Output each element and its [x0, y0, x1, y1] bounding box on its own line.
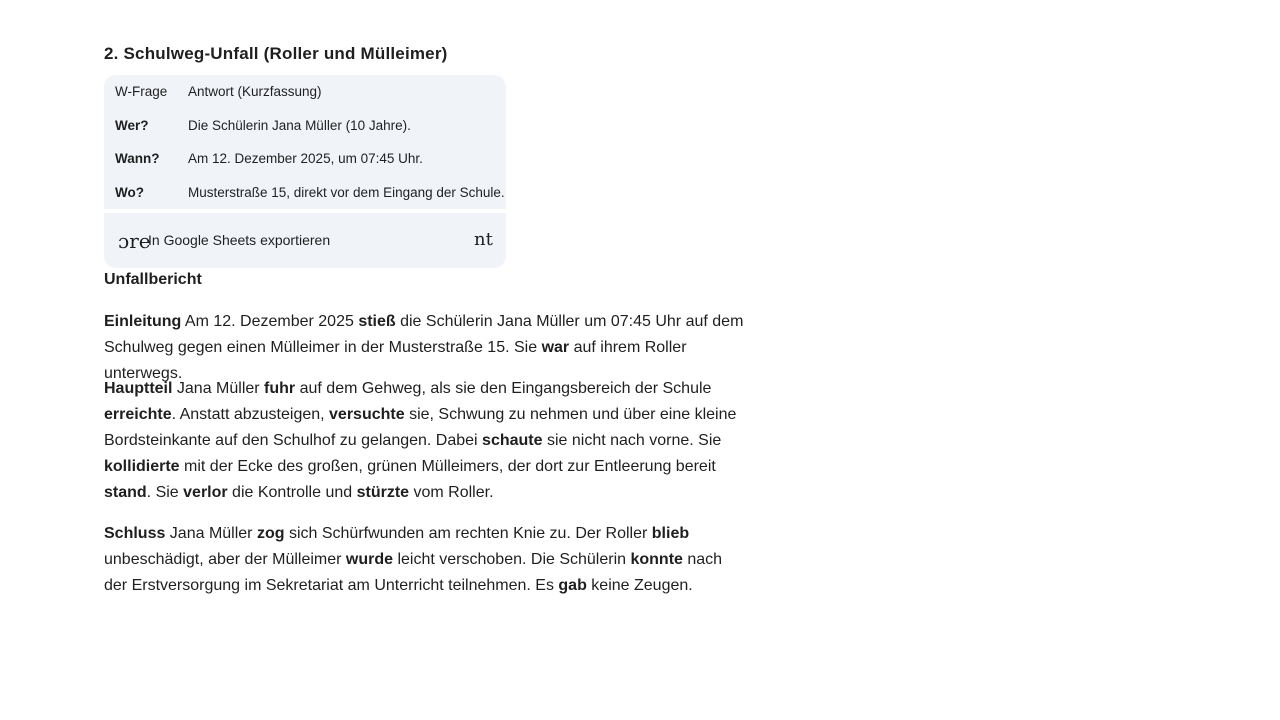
text: sie, Schwung zu nehmen und über eine kleine Bordsteinkante auf den Schulhof zu gelangen. Dabei — [104, 406, 737, 449]
verb: erreichte — [104, 406, 172, 423]
text: auf dem Gehweg, als sie den Eingangsbereich der Schule — [295, 380, 712, 397]
text: Jana Müller — [165, 525, 257, 542]
text: Am 12. Dezember 2025 — [181, 313, 359, 330]
table-cell-question: Wo? — [115, 184, 144, 200]
verb: gab — [558, 577, 587, 594]
table-header-row — [104, 75, 506, 109]
paragraph-label: Einleitung — [104, 313, 182, 330]
verb: kollidierte — [104, 458, 180, 475]
verb: wurde — [345, 551, 394, 568]
table-cell-answer: Die Schülerin Jana Müller (10 Jahre). — [188, 117, 411, 133]
text: die Kontrolle und — [227, 484, 357, 501]
report-title: Unfallbericht — [104, 271, 202, 288]
text: leicht verschoben. Die Schülerin — [393, 551, 631, 568]
verb: verlor — [183, 484, 228, 501]
text: die Schülerin Jana Müller um 07:45 Uhr auf dem Schulweg gegen einen Mülleimer in der Musterstraße 15. Sie — [104, 313, 744, 356]
export-bar — [104, 213, 506, 268]
verb: schaute — [482, 432, 543, 449]
text: vom Roller. — [409, 484, 494, 501]
text: auf ihrem Roller unterwegs. — [104, 339, 687, 382]
export-to-sheets-button[interactable]: In Google Sheets exportieren — [148, 232, 331, 248]
text: . Anstatt abzusteigen, — [171, 406, 330, 423]
table-cell-question: Wer? — [115, 117, 149, 133]
text: . Sie — [146, 484, 184, 501]
main-paragraph — [104, 376, 744, 506]
table-cell-answer: Musterstraße 15, direkt vor dem Eingang der Schule. — [188, 184, 505, 200]
verb: fuhr — [264, 380, 296, 397]
verb: konnte — [630, 551, 683, 568]
verb: blieb — [651, 525, 690, 542]
verb: versuchte — [329, 406, 405, 423]
w-question-table — [104, 75, 506, 209]
table-header-cell: Antwort (Kurzfassung) — [188, 84, 322, 100]
conclusion-paragraph — [104, 521, 744, 599]
text: keine Zeugen. — [586, 577, 693, 594]
verb: zog — [256, 525, 285, 542]
text: unbeschädigt, aber der Mülleimer — [104, 551, 346, 568]
text: sie nicht nach vorne. Sie — [542, 432, 722, 449]
table-row — [104, 142, 506, 176]
verb: stürzte — [356, 484, 410, 501]
text: sich Schürfwunden am rechten Knie zu. Der Roller — [284, 525, 652, 542]
table-header-cell: W-Frage — [115, 84, 168, 100]
paragraph-label: Schluss — [104, 525, 166, 542]
table-row — [104, 176, 506, 210]
text: nach der Erstversorgung im Sekretariat am Unterricht teilnehmen. Es — [104, 551, 723, 594]
overlapping-text-fragment: ɔre — [118, 229, 151, 253]
verb: stand — [104, 484, 147, 501]
table-cell-answer: Am 12. Dezember 2025, um 07:45 Uhr. — [188, 151, 423, 167]
table-cell-question: Wann? — [115, 151, 160, 167]
verb: war — [541, 339, 570, 356]
table-row — [104, 109, 506, 143]
text: mit der Ecke des großen, grünen Mülleimers, der dort zur Entleerung bereit — [179, 458, 716, 475]
text: Jana Müller — [172, 380, 265, 397]
overlapping-text-fragment: nt — [474, 229, 493, 250]
paragraph-label: Hauptteil — [104, 380, 173, 397]
verb: stieß — [358, 313, 396, 330]
section-heading: 2. Schulweg-Unfall (Roller und Mülleimer) — [104, 44, 448, 63]
